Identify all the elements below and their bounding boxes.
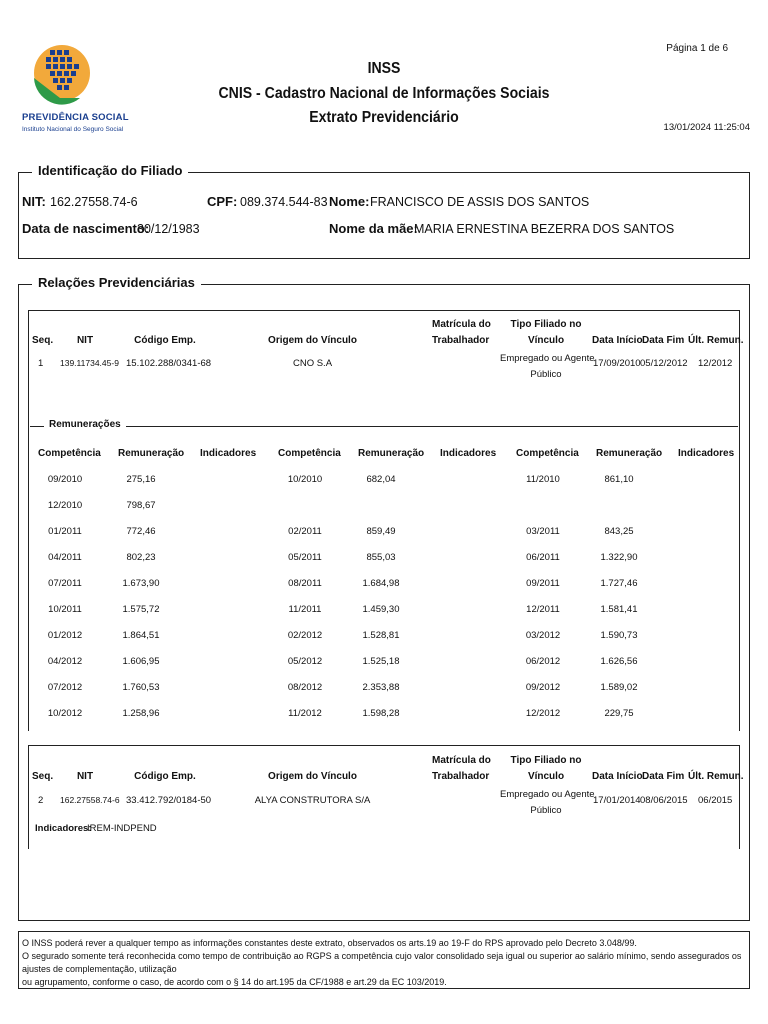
remun-competencia: 10/2010 <box>287 474 323 485</box>
header-nit: NIT <box>76 335 94 346</box>
remun-valor: 1.258,96 <box>122 708 160 719</box>
remun-competencia: 11/2012 <box>288 708 322 719</box>
remun-competencia: 09/2012 <box>525 682 561 693</box>
v2-header-tipo-2: Vínculo <box>527 771 565 782</box>
remun-valor: 861,10 <box>604 474 634 485</box>
remun-valor: 1.581,41 <box>600 604 638 615</box>
remun-competencia: 04/2011 <box>48 552 82 563</box>
vinculo1-nit: 139.11734.45-9 <box>60 358 119 368</box>
header-remuneracao-3: Remuneração <box>596 448 663 459</box>
header-ult-remun: Últ. Remun. <box>688 335 744 346</box>
v2-header-nit: NIT <box>76 771 94 782</box>
header-matricula-1: Matrícula do <box>432 319 491 330</box>
header-competencia-3: Competência <box>516 448 579 459</box>
remun-competencia: 10/2011 <box>48 604 82 615</box>
vinculo1-codigo: 15.102.288/0341-68 <box>126 358 212 369</box>
remun-valor: 1.626,56 <box>600 656 638 667</box>
remun-competencia: 05/2012 <box>287 656 323 667</box>
vinculo2-data-inicio: 17/01/2014 <box>593 795 641 806</box>
vinculo1-origem: CNO S.A <box>292 358 333 369</box>
v2-header-codigo: Código Emp. <box>134 771 196 782</box>
header-data-inicio: Data Início <box>592 335 643 346</box>
header-indicadores-2: Indicadores <box>440 448 497 459</box>
nome-value: FRANCISCO DE ASSIS DOS SANTOS <box>370 195 590 209</box>
header-indicadores-3: Indicadores <box>678 448 735 459</box>
remun-competencia: 07/2011 <box>48 578 82 589</box>
remun-valor: 1.459,30 <box>362 604 400 615</box>
nit-value: 162.27558.74-6 <box>50 195 138 209</box>
vinculo2-indicadores-value: IREM-INDPEND <box>87 823 157 834</box>
v2-header-data-inicio: Data Início <box>592 771 643 782</box>
vinculo2-origem: ALYA CONSTRUTORA S/A <box>254 795 371 806</box>
v2-header-data-fim: Data Fim <box>642 771 685 782</box>
footer-line-3: ou agrupamento, conforme o caso, de acordo com o § 14 do art.195 da CF/1988 e art.29 da EC 103/2019. <box>22 977 447 987</box>
remun-valor: 855,03 <box>366 552 396 563</box>
remun-valor: 1.727,46 <box>600 578 638 589</box>
v2-header-origem: Origem do Vínculo <box>268 771 357 782</box>
remun-competencia: 12/2011 <box>526 604 560 615</box>
remun-competencia: 08/2011 <box>288 578 322 589</box>
vinculo2-data-fim: 08/06/2015 <box>640 795 688 806</box>
remun-valor: 229,75 <box>604 708 634 719</box>
remun-valor: 802,23 <box>126 552 156 563</box>
footer-line-2: O segurado somente terá reconhecida como tempo de contribuição ao RGPS a competência cujo valor consolidado seja igual ou superior ao salário mínimo, sendo assegurados os ajustes de complementação, utilização <box>22 951 742 974</box>
footer-line-1: O INSS poderá rever a qualquer tempo as informações constantes deste extrato, observados os arts.19 ao 19-F do RPS aprovado pelo Decreto 3.048/99. <box>22 938 637 948</box>
cpf-value: 089.374.544-83 <box>240 195 328 209</box>
nascimento-value: 30/12/1983 <box>137 222 200 236</box>
remun-valor: 772,46 <box>126 526 156 537</box>
remun-competencia: 10/2012 <box>47 708 83 719</box>
vinculo2-seq: 2 <box>38 795 44 806</box>
logo-subtext: Instituto Nacional do Seguro Social <box>22 126 124 133</box>
vinculo1-data-inicio: 17/09/2010 <box>593 358 641 369</box>
remun-competencia: 03/2011 <box>526 526 560 537</box>
remun-competencia: 09/2010 <box>47 474 83 485</box>
remun-valor: 859,49 <box>366 526 396 537</box>
remun-competencia: 03/2012 <box>525 630 561 641</box>
remun-valor: 798,67 <box>126 500 156 511</box>
remun-valor: 1.864,51 <box>122 630 160 641</box>
remun-valor: 1.684,98 <box>362 578 400 589</box>
remun-competencia: 07/2012 <box>47 682 83 693</box>
remun-valor: 1.673,90 <box>122 578 160 589</box>
remun-competencia: 02/2012 <box>287 630 323 641</box>
remun-valor: 1.322,90 <box>600 552 638 563</box>
nascimento-label: Data de nascimento: <box>22 221 150 236</box>
remun-competencia: 04/2012 <box>47 656 83 667</box>
relacoes-legend: Relações Previdenciárias <box>32 275 201 290</box>
v2-header-tipo-1: Tipo Filiado no <box>510 755 582 766</box>
header-competencia-2: Competência <box>278 448 341 459</box>
page-number: Página 1 de 6 <box>666 43 728 54</box>
v2-header-matricula-2: Trabalhador <box>432 771 490 782</box>
header-remuneracao-2: Remuneração <box>358 448 425 459</box>
remun-valor: 682,04 <box>366 474 396 485</box>
nit-label: NIT: <box>22 194 46 209</box>
remun-competencia: 06/2011 <box>526 552 560 563</box>
remun-valor: 1.598,28 <box>362 708 400 719</box>
identificacao-frame <box>18 172 750 259</box>
remun-competencia: 01/2012 <box>47 630 83 641</box>
vinculo2-nit: 162.27558.74-6 <box>60 795 120 805</box>
remun-competencia: 01/2011 <box>48 526 82 537</box>
remun-valor: 1.528,81 <box>362 630 400 641</box>
v2-header-seq: Seq. <box>32 771 54 782</box>
mae-value: MARIA ERNESTINA BEZERRA DOS SANTOS <box>414 222 675 236</box>
remun-valor: 275,16 <box>126 474 156 485</box>
remun-competencia: 11/2010 <box>526 474 560 485</box>
remun-competencia: 12/2010 <box>47 500 83 511</box>
remun-competencia: 12/2012 <box>525 708 561 719</box>
header-competencia-1: Competência <box>38 448 101 459</box>
identificacao-legend: Identificação do Filiado <box>32 163 188 178</box>
header-tipo-2: Vínculo <box>527 335 565 346</box>
v2-header-matricula-1: Matrícula do <box>432 755 491 766</box>
remuneracoes-legend: Remunerações <box>44 419 126 430</box>
remun-competencia: 08/2012 <box>287 682 323 693</box>
header-indicadores-1: Indicadores <box>200 448 257 459</box>
vinculo1-seq: 1 <box>38 358 44 369</box>
title-cnis: CNIS - Cadastro Nacional de Informações Sociais <box>218 85 550 102</box>
remun-valor: 1.525,18 <box>362 656 400 667</box>
header-data-fim: Data Fim <box>642 335 685 346</box>
header-tipo-1: Tipo Filiado no <box>510 319 582 330</box>
remun-competencia: 06/2012 <box>525 656 561 667</box>
vinculo1-tipo-2: Público <box>530 369 562 380</box>
remun-competencia: 11/2011 <box>288 604 322 615</box>
logo-text: PREVIDÊNCIA SOCIAL <box>22 112 129 123</box>
vinculo2-ult-remun: 06/2015 <box>698 795 733 806</box>
title-extrato: Extrato Previdenciário <box>309 109 459 126</box>
header-origem: Origem do Vínculo <box>268 335 357 346</box>
vinculo2-indicadores-label: Indicadores: <box>35 823 92 834</box>
nome-label: Nome: <box>329 194 370 209</box>
remuneracoes-divider <box>30 426 738 427</box>
remun-valor: 1.575,72 <box>122 604 160 615</box>
vinculo1-box <box>28 310 740 731</box>
header-matricula-2: Trabalhador <box>432 335 490 346</box>
header-codigo: Código Emp. <box>134 335 196 346</box>
vinculo1-tipo-1: Empregado ou Agente <box>500 353 595 364</box>
vinculo2-codigo: 33.412.792/0184-50 <box>126 795 212 806</box>
remun-competencia: 05/2011 <box>288 552 322 563</box>
vinculo2-tipo-2: Público <box>530 805 562 816</box>
v2-header-ult-remun: Últ. Remun. <box>688 771 744 782</box>
report-datetime: 13/01/2024 11:25:04 <box>663 122 750 133</box>
footer-notes <box>22 937 746 989</box>
vinculo1-ult-remun: 12/2012 <box>698 358 733 369</box>
vinculo2-tipo-1: Empregado ou Agente <box>500 789 595 800</box>
remun-competencia: 02/2011 <box>288 526 322 537</box>
remun-valor: 1.589,02 <box>600 682 638 693</box>
mae-label: Nome da mãe: <box>329 221 418 236</box>
vinculo1-data-fim: 05/12/2012 <box>640 358 688 369</box>
title-inss: INSS <box>367 60 401 77</box>
remun-valor: 1.590,73 <box>600 630 638 641</box>
header-remuneracao-1: Remuneração <box>118 448 185 459</box>
remun-valor: 843,25 <box>604 526 634 537</box>
remun-valor: 1.760,53 <box>122 682 160 693</box>
remun-competencia: 09/2011 <box>526 578 560 589</box>
remun-valor: 1.606,95 <box>122 656 160 667</box>
remun-valor: 2.353,88 <box>362 682 400 693</box>
header-seq: Seq. <box>32 335 54 346</box>
cpf-label: CPF: <box>207 194 238 209</box>
